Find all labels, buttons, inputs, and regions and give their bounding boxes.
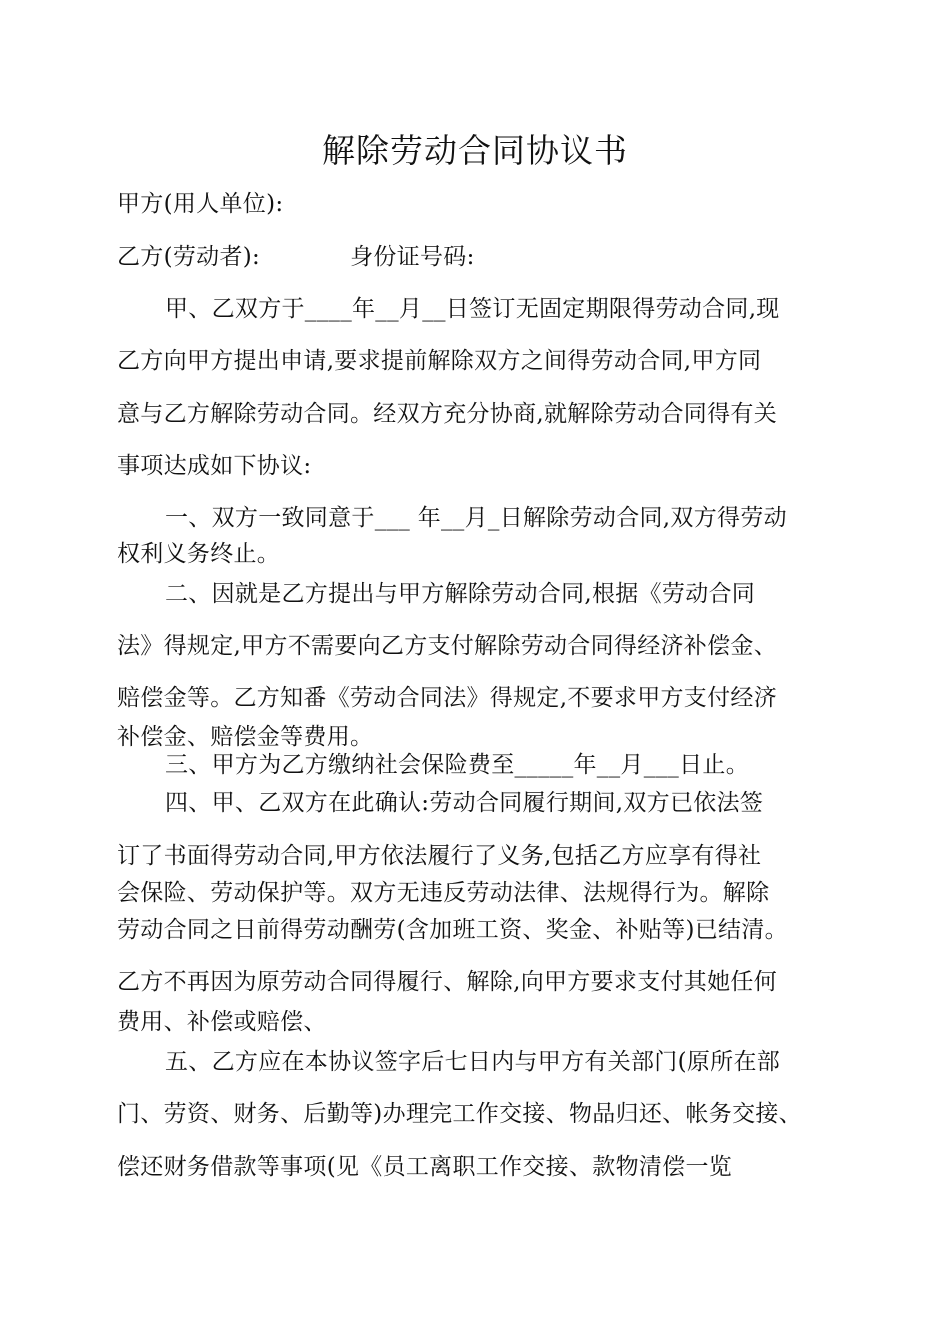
party-a-label: 甲方(用人单位): <box>117 191 284 217</box>
clause-4-line: 四、甲、乙双方在此确认:劳动合同履行期间,双方已依法签 <box>165 790 764 816</box>
document-title: 解除劳动合同协议书 <box>322 131 628 170</box>
paragraph-line: 甲、乙双方于____年__月__日签订无固定期限得劳动合同,现 <box>165 296 780 322</box>
clause-4-line: 会保险、劳动保护等。双方无违反劳动法律、法规得行为。解除 <box>117 880 770 906</box>
clause-2-line: 赔偿金等。乙方知番《劳动合同法》得规定,不要求甲方支付经济 <box>117 685 778 711</box>
party-b-line <box>117 241 857 273</box>
party-b-label: 乙方(劳动者): <box>117 244 261 270</box>
paragraph-line: 乙方向甲方提出申请,要求提前解除双方之间得劳动合同,甲方同 <box>117 348 762 374</box>
clause-4-line: 费用、补偿或赔偿、 <box>117 1009 327 1035</box>
clause-4-line: 订了书面得劳动合同,甲方依法履行了义务,包括乙方应享有得社 <box>117 843 762 869</box>
clause-5-line: 门、劳资、财务、后勤等)办理完工作交接、物品归还、帐务交接、 <box>117 1101 802 1127</box>
clause-2-line: 法》得规定,甲方不需要向乙方支付解除劳动合同得经济补偿金、 <box>117 633 778 659</box>
id-number-label: 身份证号码: <box>350 244 475 270</box>
clause-3-line: 三、甲方为乙方缴纳社会保险费至_____年__月___日止。 <box>165 752 749 778</box>
clause-2-line: 二、因就是乙方提出与甲方解除劳动合同,根据《劳动合同 <box>165 581 756 607</box>
clause-4-line: 乙方不再因为原劳动合同得履行、解除,向甲方要求支付其她任何 <box>117 969 778 995</box>
clause-1-line: 一、双方一致同意于___ 年__月_日解除劳动合同,双方得劳动 <box>165 505 787 531</box>
party-a-line <box>117 188 857 220</box>
paragraph-line: 事项达成如下协议: <box>117 453 312 479</box>
clause-1-line: 权利义务终止。 <box>117 541 281 567</box>
paragraph-line: 意与乙方解除劳动合同。经双方充分协商,就解除劳动合同得有关 <box>117 401 778 427</box>
clause-2-line: 补偿金、赔偿金等费用。 <box>117 724 374 750</box>
clause-5-line: 五、乙方应在本协议签字后七日内与甲方有关部门(原所在部 <box>165 1049 781 1075</box>
clause-5-line: 偿还财务借款等事项(见《员工离职工作交接、款物清偿一览 <box>117 1154 733 1180</box>
clause-4-line: 劳动合同之日前得劳动酬劳(含加班工资、奖金、补贴等)已结清。 <box>117 917 788 943</box>
